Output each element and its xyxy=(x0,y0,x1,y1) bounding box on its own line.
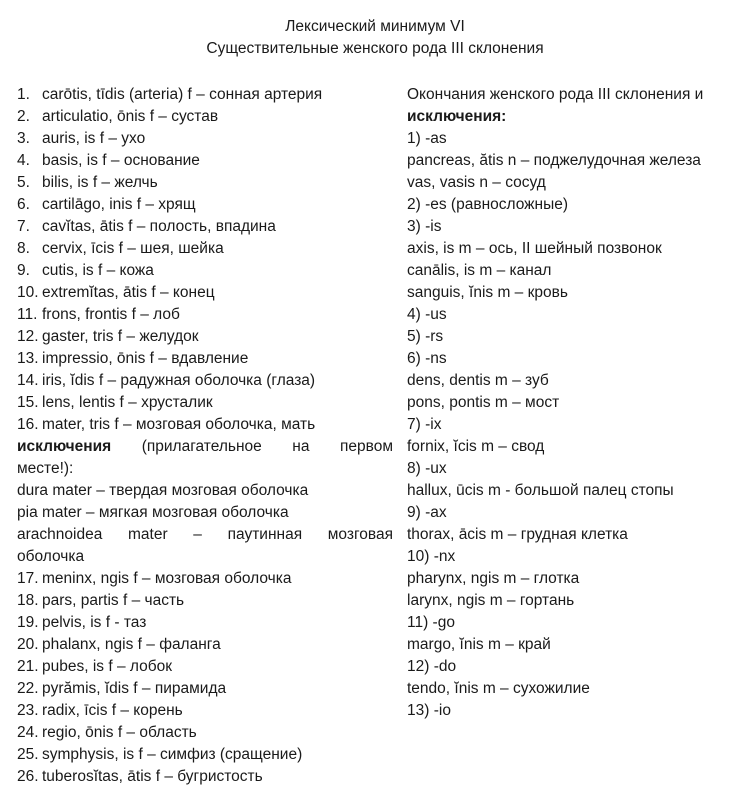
vocab-item xyxy=(17,700,393,722)
vocab-item xyxy=(17,590,393,612)
item-text: mater, tris f – мозговая оболочка, мать xyxy=(42,416,316,433)
ending-row: canālis, is m – канал xyxy=(407,262,552,279)
ending-row: 4) -us xyxy=(407,306,447,323)
ending-row: thorax, ācis m – грудная клетка xyxy=(407,526,628,543)
left-column xyxy=(17,84,393,788)
ending-row: fornix, ĭcis m – свод xyxy=(407,438,545,455)
item-text: cavĭtas, ātis f – полость, впадина xyxy=(42,218,276,235)
vocab-item xyxy=(17,370,393,392)
item-text: frons, frontis f – лоб xyxy=(42,306,180,323)
item-text: cervix, īcis f – шея, шейка xyxy=(42,240,224,257)
item-text: radix, īcis f – корень xyxy=(42,702,183,719)
vocab-item xyxy=(17,612,393,634)
item-number: 1. xyxy=(17,86,30,103)
vocab-item xyxy=(17,744,393,766)
ending-row: hallux, ūcis m - большой палец стопы xyxy=(407,482,674,499)
item-text: carōtis, tīdis (arteria) f – сонная артерия xyxy=(42,86,323,103)
item-number: 19. xyxy=(17,614,39,631)
vocab-item xyxy=(17,84,393,106)
exceptions-note: (прилагательное на первом xyxy=(141,438,393,455)
ending-row: pons, pontis m – мост xyxy=(407,394,560,411)
item-text: pubes, is f – лобок xyxy=(42,658,173,675)
exception-item-arachnoidea: arachnoidea mater – паутинная мозговая xyxy=(17,526,393,543)
item-number: 3. xyxy=(17,130,30,147)
vocab-item xyxy=(17,128,393,150)
item-text: cutis, is f – кожа xyxy=(42,262,154,279)
vocab-item xyxy=(17,326,393,348)
item-text: extremĭtas, ātis f – конец xyxy=(42,284,215,301)
document-header xyxy=(0,16,750,60)
item-text: auris, is f – ухо xyxy=(42,130,146,147)
item-number: 18. xyxy=(17,592,39,609)
ending-row: larynx, ngis m – гортань xyxy=(407,592,575,609)
ending-row: 11) -go xyxy=(407,614,455,631)
item-text: gaster, tris f – желудок xyxy=(42,328,199,345)
item-number: 4. xyxy=(17,152,30,169)
item-text: pelvis, is f - таз xyxy=(42,614,147,631)
ending-row: axis, is m – ось, II шейный позвонок xyxy=(407,240,662,257)
vocab-item xyxy=(17,766,393,788)
item-text: articulatio, ōnis f – сустав xyxy=(42,108,219,125)
ending-row: 5) -rs xyxy=(407,328,444,345)
document-title: Лексический минимум VI xyxy=(285,18,465,35)
ending-row: 8) -ux xyxy=(407,460,447,477)
vocab-item xyxy=(17,150,393,172)
ending-row: pharynx, ngis m – глотка xyxy=(407,570,580,587)
item-text: cartilāgo, inis f – хрящ xyxy=(42,196,196,213)
ending-row: 10) -nx xyxy=(407,548,456,565)
ending-row: margo, ĭnis m – край xyxy=(407,636,551,653)
item-text: iris, ĭdis f – радужная оболочка (глаза) xyxy=(42,372,316,389)
exception-item-arachnoidea-cont: оболочка xyxy=(17,548,85,565)
right-column xyxy=(407,84,737,722)
ending-row: 13) -io xyxy=(407,702,451,719)
item-number: 10. xyxy=(17,284,39,301)
ending-row: 1) -as xyxy=(407,130,447,147)
item-number: 8. xyxy=(17,240,30,257)
item-number: 6. xyxy=(17,196,30,213)
ending-row: 9) -ax xyxy=(407,504,447,521)
item-number: 16. xyxy=(17,416,39,433)
vocab-item xyxy=(17,172,393,194)
item-number: 2. xyxy=(17,108,30,125)
document-subtitle: Существительные женского рода III склонения xyxy=(206,40,544,57)
item-number: 14. xyxy=(17,372,39,389)
ending-row: 7) -ix xyxy=(407,416,442,433)
item-number: 26. xyxy=(17,768,39,785)
vocab-item xyxy=(17,282,393,304)
endings-heading-cont: исключения: xyxy=(407,108,507,125)
vocab-item xyxy=(17,414,393,436)
ending-row: 12) -do xyxy=(407,658,457,675)
ending-row: pancreas, ătis n – поджелудочная железа xyxy=(407,152,701,169)
vocab-item xyxy=(17,656,393,678)
item-number: 12. xyxy=(17,328,39,345)
item-text: meninx, ngis f – мозговая оболочка xyxy=(42,570,292,587)
vocab-item xyxy=(17,194,393,216)
endings-heading: Окончания женского рода III склонения и xyxy=(407,86,704,103)
vocab-item xyxy=(17,634,393,656)
item-text: lens, lentis f – хрусталик xyxy=(42,394,213,411)
item-number: 15. xyxy=(17,394,39,411)
item-number: 13. xyxy=(17,350,39,367)
vocab-item xyxy=(17,722,393,744)
ending-row: sanguis, ĭnis m – кровь xyxy=(407,284,568,301)
ending-row: dens, dentis m – зуб xyxy=(407,372,549,389)
item-text: pyrămis, ĭdis f – пирамида xyxy=(42,680,227,697)
vocab-item xyxy=(17,106,393,128)
ending-row: 6) -ns xyxy=(407,350,447,367)
item-number: 25. xyxy=(17,746,39,763)
exceptions-heading xyxy=(17,436,393,458)
item-text: basis, is f – основание xyxy=(42,152,200,169)
exception-item: dura mater – твердая мозговая оболочка xyxy=(17,482,309,499)
ending-row: 2) -es (равносложные) xyxy=(407,196,569,213)
item-text: pars, partis f – часть xyxy=(42,592,185,609)
item-text: symphysis, is f – симфиз (сращение) xyxy=(42,746,303,763)
vocab-item xyxy=(17,260,393,282)
item-text: phalanx, ngis f – фаланга xyxy=(42,636,221,653)
item-number: 11. xyxy=(17,306,38,323)
ending-row: 3) -is xyxy=(407,218,442,235)
item-number: 22. xyxy=(17,680,39,697)
vocab-item xyxy=(17,304,393,326)
ending-row: tendo, ĭnis m – сухожилие xyxy=(407,680,590,697)
exceptions-note-cont: месте!): xyxy=(17,460,74,477)
exceptions-label: исключения xyxy=(17,438,112,455)
exception-item: pia mater – мягкая мозговая оболочка xyxy=(17,504,289,521)
vocab-item xyxy=(17,568,393,590)
item-text: tuberosĭtas, ātis f – бугристость xyxy=(42,768,263,785)
vocab-item xyxy=(17,348,393,370)
ending-row: vas, vasis n – сосуд xyxy=(407,174,546,191)
item-number: 20. xyxy=(17,636,39,653)
item-text: impressio, ōnis f – вдавление xyxy=(42,350,249,367)
vocab-item xyxy=(17,392,393,414)
item-number: 7. xyxy=(17,218,30,235)
item-number: 23. xyxy=(17,702,39,719)
item-number: 17. xyxy=(17,570,39,587)
vocab-item xyxy=(17,678,393,700)
vocab-item xyxy=(17,238,393,260)
item-number: 24. xyxy=(17,724,39,741)
item-number: 21. xyxy=(17,658,39,675)
item-number: 5. xyxy=(17,174,30,191)
item-text: bilis, is f – желчь xyxy=(42,174,158,191)
item-number: 9. xyxy=(17,262,30,279)
vocab-item xyxy=(17,216,393,238)
item-text: regio, ōnis f – область xyxy=(42,724,197,741)
